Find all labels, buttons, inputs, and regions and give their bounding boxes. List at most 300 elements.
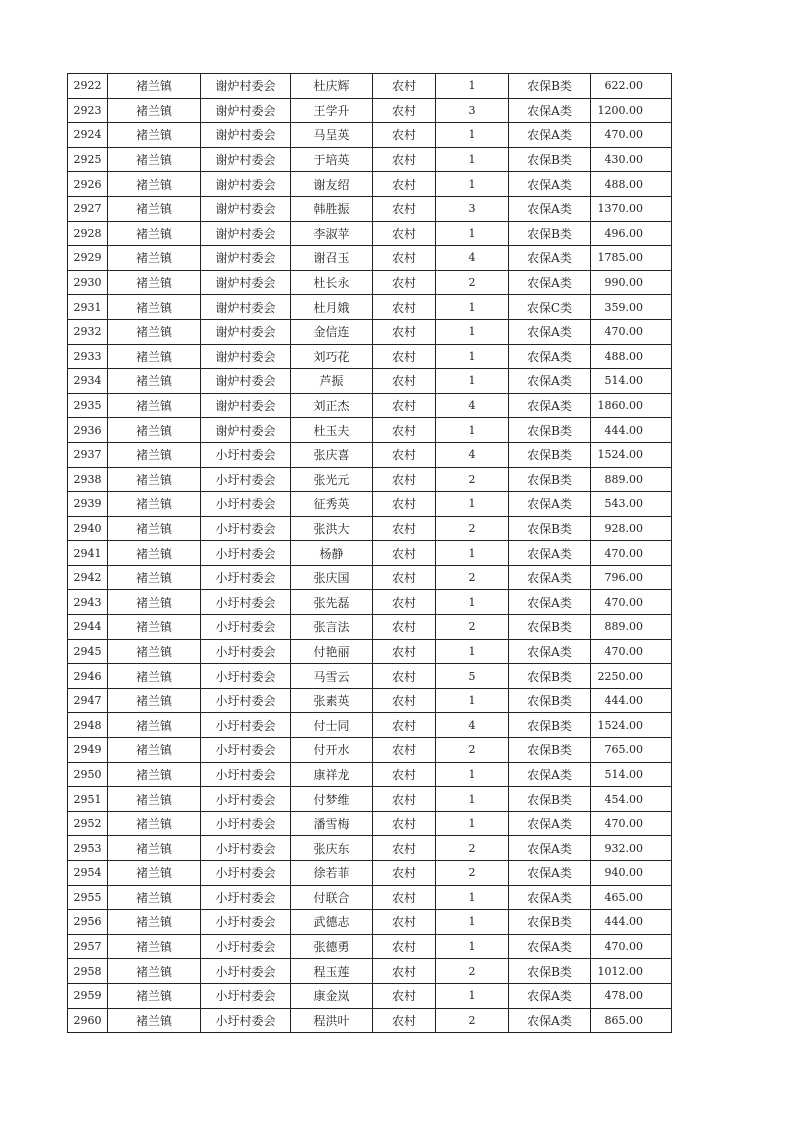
amount-cell: 478.00 [591,983,672,1008]
residence-type-cell: 农村 [373,74,436,99]
household-count-cell: 1 [436,172,509,197]
town-cell: 褚兰镇 [108,934,201,959]
residence-type-cell: 农村 [373,295,436,320]
row-number-cell: 2925 [68,147,108,172]
table-row [68,738,672,763]
person-name-cell: 征秀英 [291,492,373,517]
table-row [68,615,672,640]
household-count-cell: 5 [436,664,509,689]
town-cell: 褚兰镇 [108,467,201,492]
residence-type-cell: 农村 [373,369,436,394]
town-cell: 褚兰镇 [108,196,201,221]
person-name-cell: 付梦维 [291,787,373,812]
row-number-cell: 2922 [68,74,108,99]
amount-cell: 488.00 [591,172,672,197]
residence-type-cell: 农村 [373,541,436,566]
person-name-cell: 张德勇 [291,934,373,959]
table-row [68,344,672,369]
household-count-cell: 3 [436,98,509,123]
amount-cell: 430.00 [591,147,672,172]
village-committee-cell: 谢炉村委会 [201,147,291,172]
residence-type-cell: 农村 [373,688,436,713]
table-row [68,713,672,738]
row-number-cell: 2945 [68,639,108,664]
person-name-cell: 付士同 [291,713,373,738]
table-row [68,467,672,492]
town-cell: 褚兰镇 [108,861,201,886]
table-row [68,492,672,517]
residence-type-cell: 农村 [373,836,436,861]
amount-cell: 444.00 [591,910,672,935]
row-number-cell: 2944 [68,615,108,640]
amount-cell: 889.00 [591,615,672,640]
household-count-cell: 4 [436,246,509,271]
table-row [68,270,672,295]
town-cell: 褚兰镇 [108,1008,201,1033]
table-row [68,295,672,320]
village-committee-cell: 谢炉村委会 [201,172,291,197]
village-committee-cell: 谢炉村委会 [201,98,291,123]
table-body [68,74,672,1033]
amount-cell: 543.00 [591,492,672,517]
residence-type-cell: 农村 [373,910,436,935]
residence-type-cell: 农村 [373,590,436,615]
insurance-category-cell: 农保B类 [509,713,591,738]
table-row [68,688,672,713]
insurance-category-cell: 农保A类 [509,98,591,123]
village-committee-cell: 小圩村委会 [201,688,291,713]
village-committee-cell: 谢炉村委会 [201,295,291,320]
insurance-category-cell: 农保B类 [509,467,591,492]
table-row [68,910,672,935]
village-committee-cell: 小圩村委会 [201,1008,291,1033]
table-row [68,196,672,221]
insurance-category-cell: 农保A类 [509,123,591,148]
residence-type-cell: 农村 [373,246,436,271]
person-name-cell: 谢召玉 [291,246,373,271]
table-row [68,418,672,443]
residence-type-cell: 农村 [373,639,436,664]
household-count-cell: 1 [436,762,509,787]
amount-cell: 940.00 [591,861,672,886]
residence-type-cell: 农村 [373,565,436,590]
table-row [68,246,672,271]
row-number-cell: 2946 [68,664,108,689]
town-cell: 褚兰镇 [108,762,201,787]
benefits-table [67,73,672,1033]
town-cell: 褚兰镇 [108,615,201,640]
village-committee-cell: 小圩村委会 [201,811,291,836]
insurance-category-cell: 农保A类 [509,270,591,295]
village-committee-cell: 小圩村委会 [201,664,291,689]
household-count-cell: 1 [436,787,509,812]
village-committee-cell: 谢炉村委会 [201,270,291,295]
town-cell: 褚兰镇 [108,688,201,713]
amount-cell: 514.00 [591,369,672,394]
household-count-cell: 2 [436,959,509,984]
row-number-cell: 2927 [68,196,108,221]
insurance-category-cell: 农保A类 [509,344,591,369]
amount-cell: 470.00 [591,811,672,836]
table-row [68,319,672,344]
residence-type-cell: 农村 [373,492,436,517]
household-count-cell: 1 [436,123,509,148]
village-committee-cell: 小圩村委会 [201,492,291,517]
insurance-category-cell: 农保A类 [509,492,591,517]
row-number-cell: 2950 [68,762,108,787]
household-count-cell: 4 [436,393,509,418]
household-count-cell: 2 [436,836,509,861]
household-count-cell: 1 [436,910,509,935]
row-number-cell: 2953 [68,836,108,861]
household-count-cell: 1 [436,492,509,517]
insurance-category-cell: 农保B类 [509,221,591,246]
table-row [68,516,672,541]
person-name-cell: 张素英 [291,688,373,713]
amount-cell: 470.00 [591,541,672,566]
town-cell: 褚兰镇 [108,492,201,517]
insurance-category-cell: 农保A类 [509,639,591,664]
residence-type-cell: 农村 [373,983,436,1008]
amount-cell: 470.00 [591,123,672,148]
amount-cell: 470.00 [591,590,672,615]
person-name-cell: 杜月娥 [291,295,373,320]
town-cell: 褚兰镇 [108,74,201,99]
amount-cell: 514.00 [591,762,672,787]
residence-type-cell: 农村 [373,123,436,148]
village-committee-cell: 小圩村委会 [201,983,291,1008]
person-name-cell: 刘巧花 [291,344,373,369]
town-cell: 褚兰镇 [108,910,201,935]
residence-type-cell: 农村 [373,172,436,197]
amount-cell: 1860.00 [591,393,672,418]
village-committee-cell: 谢炉村委会 [201,369,291,394]
amount-cell: 796.00 [591,565,672,590]
household-count-cell: 1 [436,74,509,99]
village-committee-cell: 小圩村委会 [201,861,291,886]
residence-type-cell: 农村 [373,713,436,738]
row-number-cell: 2959 [68,983,108,1008]
insurance-category-cell: 农保A类 [509,246,591,271]
insurance-category-cell: 农保B类 [509,787,591,812]
row-number-cell: 2954 [68,861,108,886]
village-committee-cell: 谢炉村委会 [201,344,291,369]
village-committee-cell: 小圩村委会 [201,516,291,541]
insurance-category-cell: 农保A类 [509,811,591,836]
town-cell: 褚兰镇 [108,393,201,418]
town-cell: 褚兰镇 [108,147,201,172]
village-committee-cell: 小圩村委会 [201,590,291,615]
person-name-cell: 张庆喜 [291,442,373,467]
residence-type-cell: 农村 [373,516,436,541]
household-count-cell: 1 [436,147,509,172]
amount-cell: 470.00 [591,639,672,664]
row-number-cell: 2935 [68,393,108,418]
row-number-cell: 2955 [68,885,108,910]
household-count-cell: 2 [436,516,509,541]
amount-cell: 932.00 [591,836,672,861]
row-number-cell: 2931 [68,295,108,320]
household-count-cell: 2 [436,467,509,492]
person-name-cell: 付联合 [291,885,373,910]
table-row [68,836,672,861]
insurance-category-cell: 农保A类 [509,983,591,1008]
household-count-cell: 1 [436,541,509,566]
table-row [68,885,672,910]
table-row [68,541,672,566]
amount-cell: 1785.00 [591,246,672,271]
person-name-cell: 金信连 [291,319,373,344]
household-count-cell: 1 [436,319,509,344]
amount-cell: 1370.00 [591,196,672,221]
insurance-category-cell: 农保A类 [509,172,591,197]
residence-type-cell: 农村 [373,1008,436,1033]
insurance-category-cell: 农保A类 [509,319,591,344]
amount-cell: 488.00 [591,344,672,369]
household-count-cell: 1 [436,344,509,369]
person-name-cell: 于培英 [291,147,373,172]
amount-cell: 454.00 [591,787,672,812]
amount-cell: 496.00 [591,221,672,246]
row-number-cell: 2956 [68,910,108,935]
town-cell: 褚兰镇 [108,811,201,836]
town-cell: 褚兰镇 [108,590,201,615]
village-committee-cell: 小圩村委会 [201,885,291,910]
village-committee-cell: 小圩村委会 [201,738,291,763]
table-row [68,639,672,664]
person-name-cell: 张庆国 [291,565,373,590]
residence-type-cell: 农村 [373,934,436,959]
row-number-cell: 2934 [68,369,108,394]
row-number-cell: 2958 [68,959,108,984]
table-row [68,861,672,886]
row-number-cell: 2952 [68,811,108,836]
household-count-cell: 4 [436,442,509,467]
insurance-category-cell: 农保A类 [509,369,591,394]
insurance-category-cell: 农保A类 [509,1008,591,1033]
insurance-category-cell: 农保B类 [509,910,591,935]
village-committee-cell: 谢炉村委会 [201,246,291,271]
table-row [68,369,672,394]
person-name-cell: 付开水 [291,738,373,763]
town-cell: 褚兰镇 [108,664,201,689]
household-count-cell: 2 [436,565,509,590]
person-name-cell: 康金岚 [291,983,373,1008]
person-name-cell: 马雪云 [291,664,373,689]
insurance-category-cell: 农保A类 [509,393,591,418]
village-committee-cell: 谢炉村委会 [201,196,291,221]
row-number-cell: 2947 [68,688,108,713]
insurance-category-cell: 农保B类 [509,442,591,467]
row-number-cell: 2942 [68,565,108,590]
row-number-cell: 2941 [68,541,108,566]
row-number-cell: 2949 [68,738,108,763]
amount-cell: 622.00 [591,74,672,99]
row-number-cell: 2938 [68,467,108,492]
row-number-cell: 2940 [68,516,108,541]
town-cell: 褚兰镇 [108,270,201,295]
person-name-cell: 王学升 [291,98,373,123]
person-name-cell: 李淑苹 [291,221,373,246]
residence-type-cell: 农村 [373,442,436,467]
residence-type-cell: 农村 [373,467,436,492]
insurance-category-cell: 农保A类 [509,590,591,615]
person-name-cell: 潘雪梅 [291,811,373,836]
insurance-category-cell: 农保A类 [509,196,591,221]
residence-type-cell: 农村 [373,147,436,172]
amount-cell: 470.00 [591,319,672,344]
village-committee-cell: 小圩村委会 [201,615,291,640]
household-count-cell: 1 [436,639,509,664]
amount-cell: 2250.00 [591,664,672,689]
row-number-cell: 2943 [68,590,108,615]
amount-cell: 765.00 [591,738,672,763]
residence-type-cell: 农村 [373,885,436,910]
amount-cell: 1200.00 [591,98,672,123]
town-cell: 褚兰镇 [108,123,201,148]
table-row [68,934,672,959]
village-committee-cell: 谢炉村委会 [201,221,291,246]
person-name-cell: 张庆东 [291,836,373,861]
insurance-category-cell: 农保A类 [509,762,591,787]
town-cell: 褚兰镇 [108,418,201,443]
row-number-cell: 2924 [68,123,108,148]
insurance-category-cell: 农保A类 [509,565,591,590]
amount-cell: 990.00 [591,270,672,295]
town-cell: 褚兰镇 [108,738,201,763]
village-committee-cell: 谢炉村委会 [201,74,291,99]
table-row [68,147,672,172]
village-committee-cell: 小圩村委会 [201,639,291,664]
household-count-cell: 1 [436,983,509,1008]
person-name-cell: 张光元 [291,467,373,492]
village-committee-cell: 小圩村委会 [201,541,291,566]
residence-type-cell: 农村 [373,787,436,812]
amount-cell: 865.00 [591,1008,672,1033]
insurance-category-cell: 农保B类 [509,74,591,99]
residence-type-cell: 农村 [373,418,436,443]
insurance-category-cell: 农保B类 [509,738,591,763]
insurance-category-cell: 农保A类 [509,861,591,886]
row-number-cell: 2930 [68,270,108,295]
person-name-cell: 杜长永 [291,270,373,295]
village-committee-cell: 小圩村委会 [201,713,291,738]
household-count-cell: 1 [436,885,509,910]
residence-type-cell: 农村 [373,270,436,295]
village-committee-cell: 谢炉村委会 [201,418,291,443]
row-number-cell: 2932 [68,319,108,344]
town-cell: 褚兰镇 [108,319,201,344]
table-row [68,442,672,467]
row-number-cell: 2929 [68,246,108,271]
household-count-cell: 1 [436,369,509,394]
amount-cell: 444.00 [591,418,672,443]
village-committee-cell: 小圩村委会 [201,565,291,590]
person-name-cell: 张洪大 [291,516,373,541]
row-number-cell: 2933 [68,344,108,369]
town-cell: 褚兰镇 [108,369,201,394]
person-name-cell: 康祥龙 [291,762,373,787]
insurance-category-cell: 农保C类 [509,295,591,320]
table-row [68,172,672,197]
table-row [68,1008,672,1033]
residence-type-cell: 农村 [373,319,436,344]
insurance-category-cell: 农保B类 [509,959,591,984]
village-committee-cell: 小圩村委会 [201,934,291,959]
person-name-cell: 张先磊 [291,590,373,615]
person-name-cell: 付艳丽 [291,639,373,664]
town-cell: 褚兰镇 [108,442,201,467]
town-cell: 褚兰镇 [108,541,201,566]
residence-type-cell: 农村 [373,811,436,836]
village-committee-cell: 小圩村委会 [201,910,291,935]
household-count-cell: 1 [436,934,509,959]
row-number-cell: 2960 [68,1008,108,1033]
table-row [68,565,672,590]
household-count-cell: 2 [436,861,509,886]
person-name-cell: 芦振 [291,369,373,394]
row-number-cell: 2926 [68,172,108,197]
insurance-category-cell: 农保B类 [509,664,591,689]
insurance-category-cell: 农保B类 [509,688,591,713]
residence-type-cell: 农村 [373,196,436,221]
village-committee-cell: 小圩村委会 [201,467,291,492]
row-number-cell: 2939 [68,492,108,517]
table-row [68,74,672,99]
table-row [68,221,672,246]
household-count-cell: 2 [436,738,509,763]
town-cell: 褚兰镇 [108,836,201,861]
table-row [68,811,672,836]
person-name-cell: 韩胜振 [291,196,373,221]
household-count-cell: 1 [436,688,509,713]
amount-cell: 1524.00 [591,713,672,738]
person-name-cell: 谢友绍 [291,172,373,197]
person-name-cell: 杨静 [291,541,373,566]
insurance-category-cell: 农保B类 [509,147,591,172]
household-count-cell: 2 [436,615,509,640]
insurance-category-cell: 农保A类 [509,836,591,861]
residence-type-cell: 农村 [373,393,436,418]
insurance-category-cell: 农保A类 [509,541,591,566]
town-cell: 褚兰镇 [108,983,201,1008]
household-count-cell: 2 [436,270,509,295]
row-number-cell: 2937 [68,442,108,467]
town-cell: 褚兰镇 [108,713,201,738]
town-cell: 褚兰镇 [108,221,201,246]
insurance-category-cell: 农保A类 [509,885,591,910]
residence-type-cell: 农村 [373,344,436,369]
town-cell: 褚兰镇 [108,246,201,271]
amount-cell: 889.00 [591,467,672,492]
table-row [68,983,672,1008]
town-cell: 褚兰镇 [108,516,201,541]
village-committee-cell: 谢炉村委会 [201,123,291,148]
town-cell: 褚兰镇 [108,959,201,984]
household-count-cell: 3 [436,196,509,221]
village-committee-cell: 小圩村委会 [201,959,291,984]
person-name-cell: 徐若菲 [291,861,373,886]
household-count-cell: 2 [436,1008,509,1033]
person-name-cell: 张言法 [291,615,373,640]
residence-type-cell: 农村 [373,98,436,123]
residence-type-cell: 农村 [373,762,436,787]
person-name-cell: 马呈英 [291,123,373,148]
amount-cell: 444.00 [591,688,672,713]
table-row [68,762,672,787]
table-row [68,590,672,615]
amount-cell: 1524.00 [591,442,672,467]
